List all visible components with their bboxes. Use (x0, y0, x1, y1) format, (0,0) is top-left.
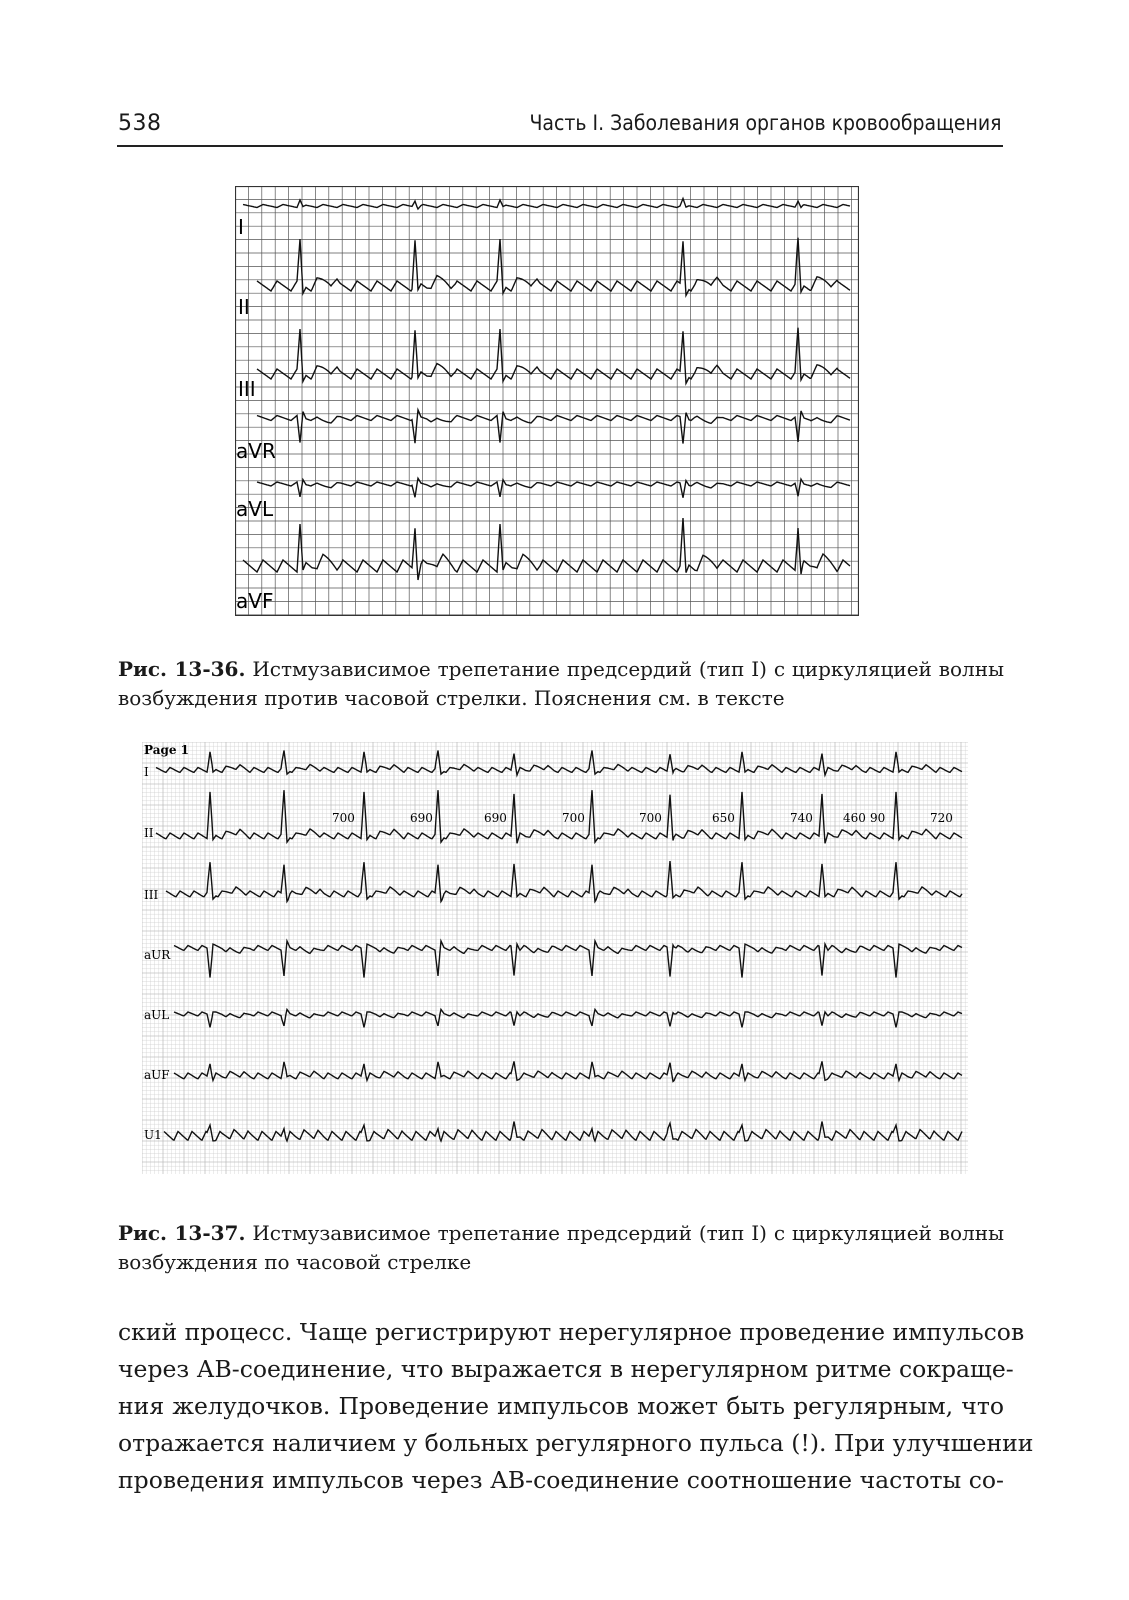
lead-label-aUF: aUF (144, 1068, 170, 1082)
body-line: через АВ-соединение, что выражается в нерегулярном ритме сокраще- (118, 1355, 1014, 1383)
lead-label-aVL: aVL (236, 497, 274, 521)
lead-label-aVF: aVF (236, 589, 274, 613)
ecg-trace (243, 199, 850, 210)
figure-caption-13-36 (118, 655, 1004, 713)
rr-interval-label: 700 (639, 811, 662, 825)
ecg-trace (257, 410, 850, 444)
rr-interval-label: 720 (930, 811, 953, 825)
ecg-trace (257, 328, 850, 384)
lead-label-I: I (144, 765, 149, 779)
ecg-trace (156, 790, 962, 843)
page-number: 538 (118, 111, 162, 136)
ecg-figure-13-36 (235, 186, 859, 616)
caption-text: Истмузависимое трепетание предсердий (тип I) с циркуляцией волны возбуждения по часовой стрелке (118, 1221, 1005, 1274)
caption-label: Рис. 13-37. (118, 1221, 246, 1245)
caption-label: Рис. 13-36. (118, 657, 246, 681)
header-rule (117, 145, 1003, 147)
lead-label-aVR: aVR (236, 439, 276, 463)
rr-interval-label: 700 (332, 811, 355, 825)
ecg-trace (166, 861, 962, 902)
ecg-trace (174, 1009, 962, 1027)
rr-interval-label: 690 (484, 811, 507, 825)
ecg-grid (142, 742, 968, 1174)
body-line: проведения импульсов через АВ-соединение соотношение частоты со- (118, 1466, 1004, 1494)
ecg-trace (174, 1061, 962, 1081)
figure-caption-13-37 (118, 1219, 1004, 1277)
lead-label-III: III (144, 888, 159, 902)
ecg-trace (243, 518, 850, 580)
rr-interval-label: 650 (712, 811, 735, 825)
caption-text: Истмузависимое трепетание предсердий (тип I) с циркуляцией волны возбуждения против часовой стрелки. Пояснения см. в тексте (118, 657, 1005, 710)
rr-interval-label: 740 (790, 811, 813, 825)
ecg-grid (235, 186, 859, 616)
body-line: ния желудочков. Проведение импульсов может быть регулярным, что (118, 1392, 1004, 1420)
rr-interval-label: 690 (410, 811, 433, 825)
lead-label-aUR: aUR (144, 948, 171, 962)
lead-label-U1: U1 (144, 1128, 162, 1142)
ecg-trace (164, 1122, 962, 1141)
body-paragraph (118, 1314, 1034, 1499)
ecg-trace (257, 478, 850, 497)
ecg-traces (243, 199, 850, 581)
lead-label-II: II (238, 295, 250, 319)
rr-interval-label: 90 (870, 811, 886, 825)
ecg-trace (174, 941, 962, 978)
ecg-figure-13-37 (142, 742, 968, 1174)
lead-label-aUL: aUL (144, 1008, 170, 1022)
page-label: Page 1 (144, 743, 190, 757)
lead-label-II: II (144, 826, 154, 840)
body-line: отражается наличием у больных регулярного пульса (!). При улучшении (118, 1429, 1034, 1457)
rr-interval-label: 700 (562, 811, 585, 825)
body-line: ский процесс. Чаще регистрируют нерегулярное проведение импульсов (118, 1318, 1025, 1346)
rr-interval-label: 460 (843, 811, 866, 825)
lead-label-I: I (238, 215, 244, 239)
lead-label-III: III (238, 377, 256, 401)
running-title: Часть I. Заболевания органов кровообращения (529, 111, 1002, 135)
